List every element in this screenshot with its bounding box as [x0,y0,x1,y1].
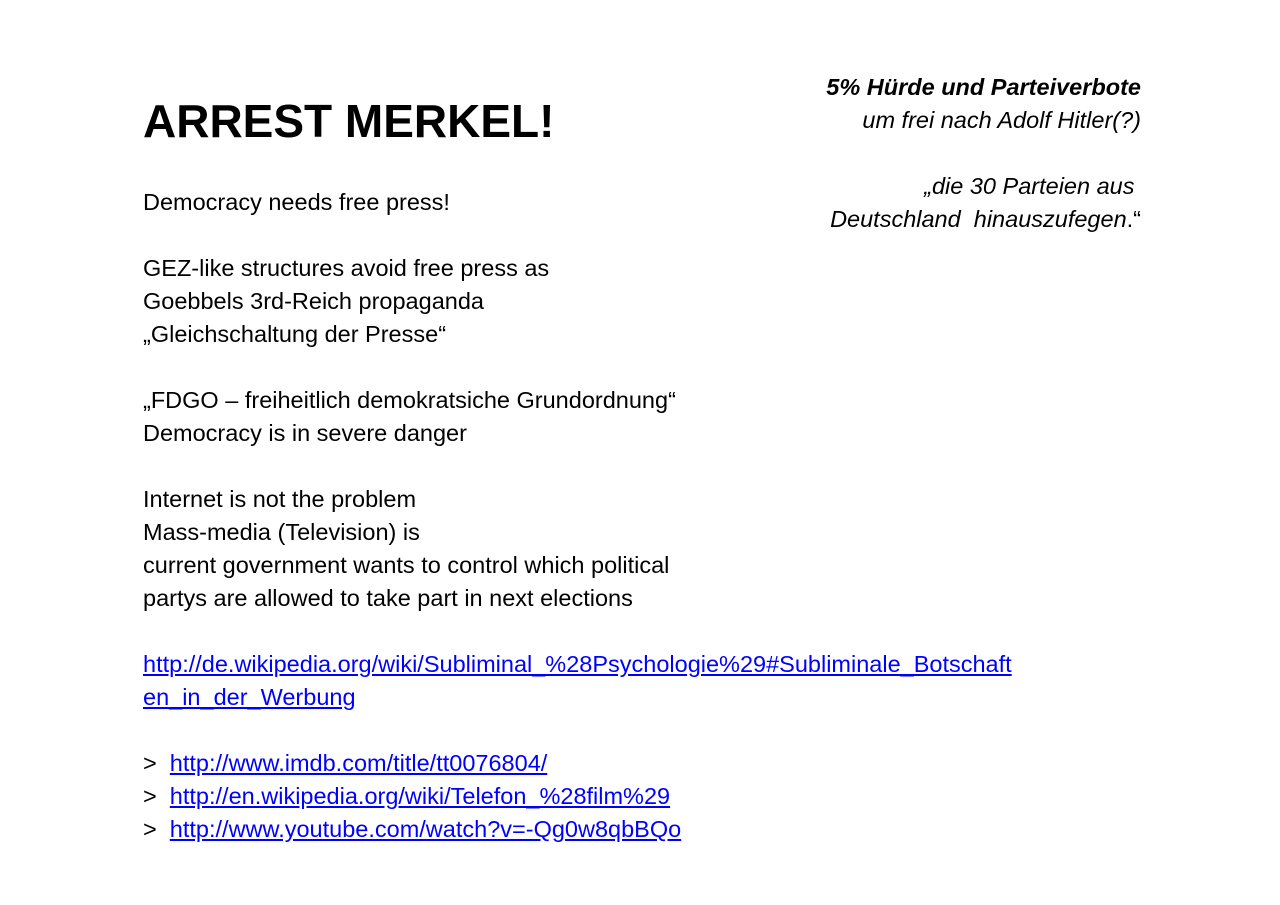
internet-line: Internet is not the problem [143,486,417,512]
reference-prefix: > [143,750,164,776]
fdgo-line: Democracy is in severe danger [143,420,467,446]
side-note-quote-close: .“ [1126,206,1141,232]
internet-line: current government wants to control which political [143,552,670,578]
internet-line: Mass-media (Television) is [143,519,420,545]
gez-line: GEZ-like structures avoid free press as [143,255,550,281]
youtube-link[interactable]: http://www.youtube.com/watch?v=-Qg0w8qbBQo [169,816,682,842]
side-note-quote-text: Deutschland hinauszufegen [830,206,1127,232]
spacer [143,450,1143,483]
intro-line: Democracy needs free press! [143,189,450,215]
reference-line [143,813,1143,846]
imdb-link[interactable]: http://www.imdb.com/title/tt0076804/ [169,750,548,776]
side-note-quote-line1: „die 30 Parteien aus [924,173,1141,199]
side-note-heading: 5% Hürde und Parteiverbote [826,74,1141,100]
page-title: ARREST MERKEL! [143,95,555,147]
side-note-quote-line2 [826,203,1141,236]
side-note-subheading: um frei nach Adolf Hitler(?) [862,107,1141,133]
side-note [826,71,1141,236]
body-text [143,186,1143,846]
reference-prefix: > [143,783,164,809]
gez-line: Goebbels 3rd-Reich propaganda [143,288,484,314]
wiki-link-line [143,648,1143,681]
spacer [826,137,1141,170]
wiki-subliminal-link-part1[interactable]: http://de.wikipedia.org/wiki/Subliminal_%28Psychologie%29#Subliminale_Botschaft [143,651,1012,677]
internet-line: partys are allowed to take part in next elections [143,585,633,611]
reference-line [143,747,1143,780]
spacer [143,615,1143,648]
reference-prefix: > [143,816,164,842]
wiki-subliminal-link-part2[interactable]: en_in_der_Werbung [143,684,356,710]
reference-line [143,780,1143,813]
spacer [143,351,1143,384]
wikipedia-telefon-link[interactable]: http://en.wikipedia.org/wiki/Telefon_%28film%29 [169,783,671,809]
fdgo-line: „FDGO – freiheitlich demokratsiche Grundordnung“ [143,387,676,413]
wiki-link-line [143,681,1143,714]
gez-line: „Gleichschaltung der Presse“ [143,321,447,347]
spacer [143,714,1143,747]
